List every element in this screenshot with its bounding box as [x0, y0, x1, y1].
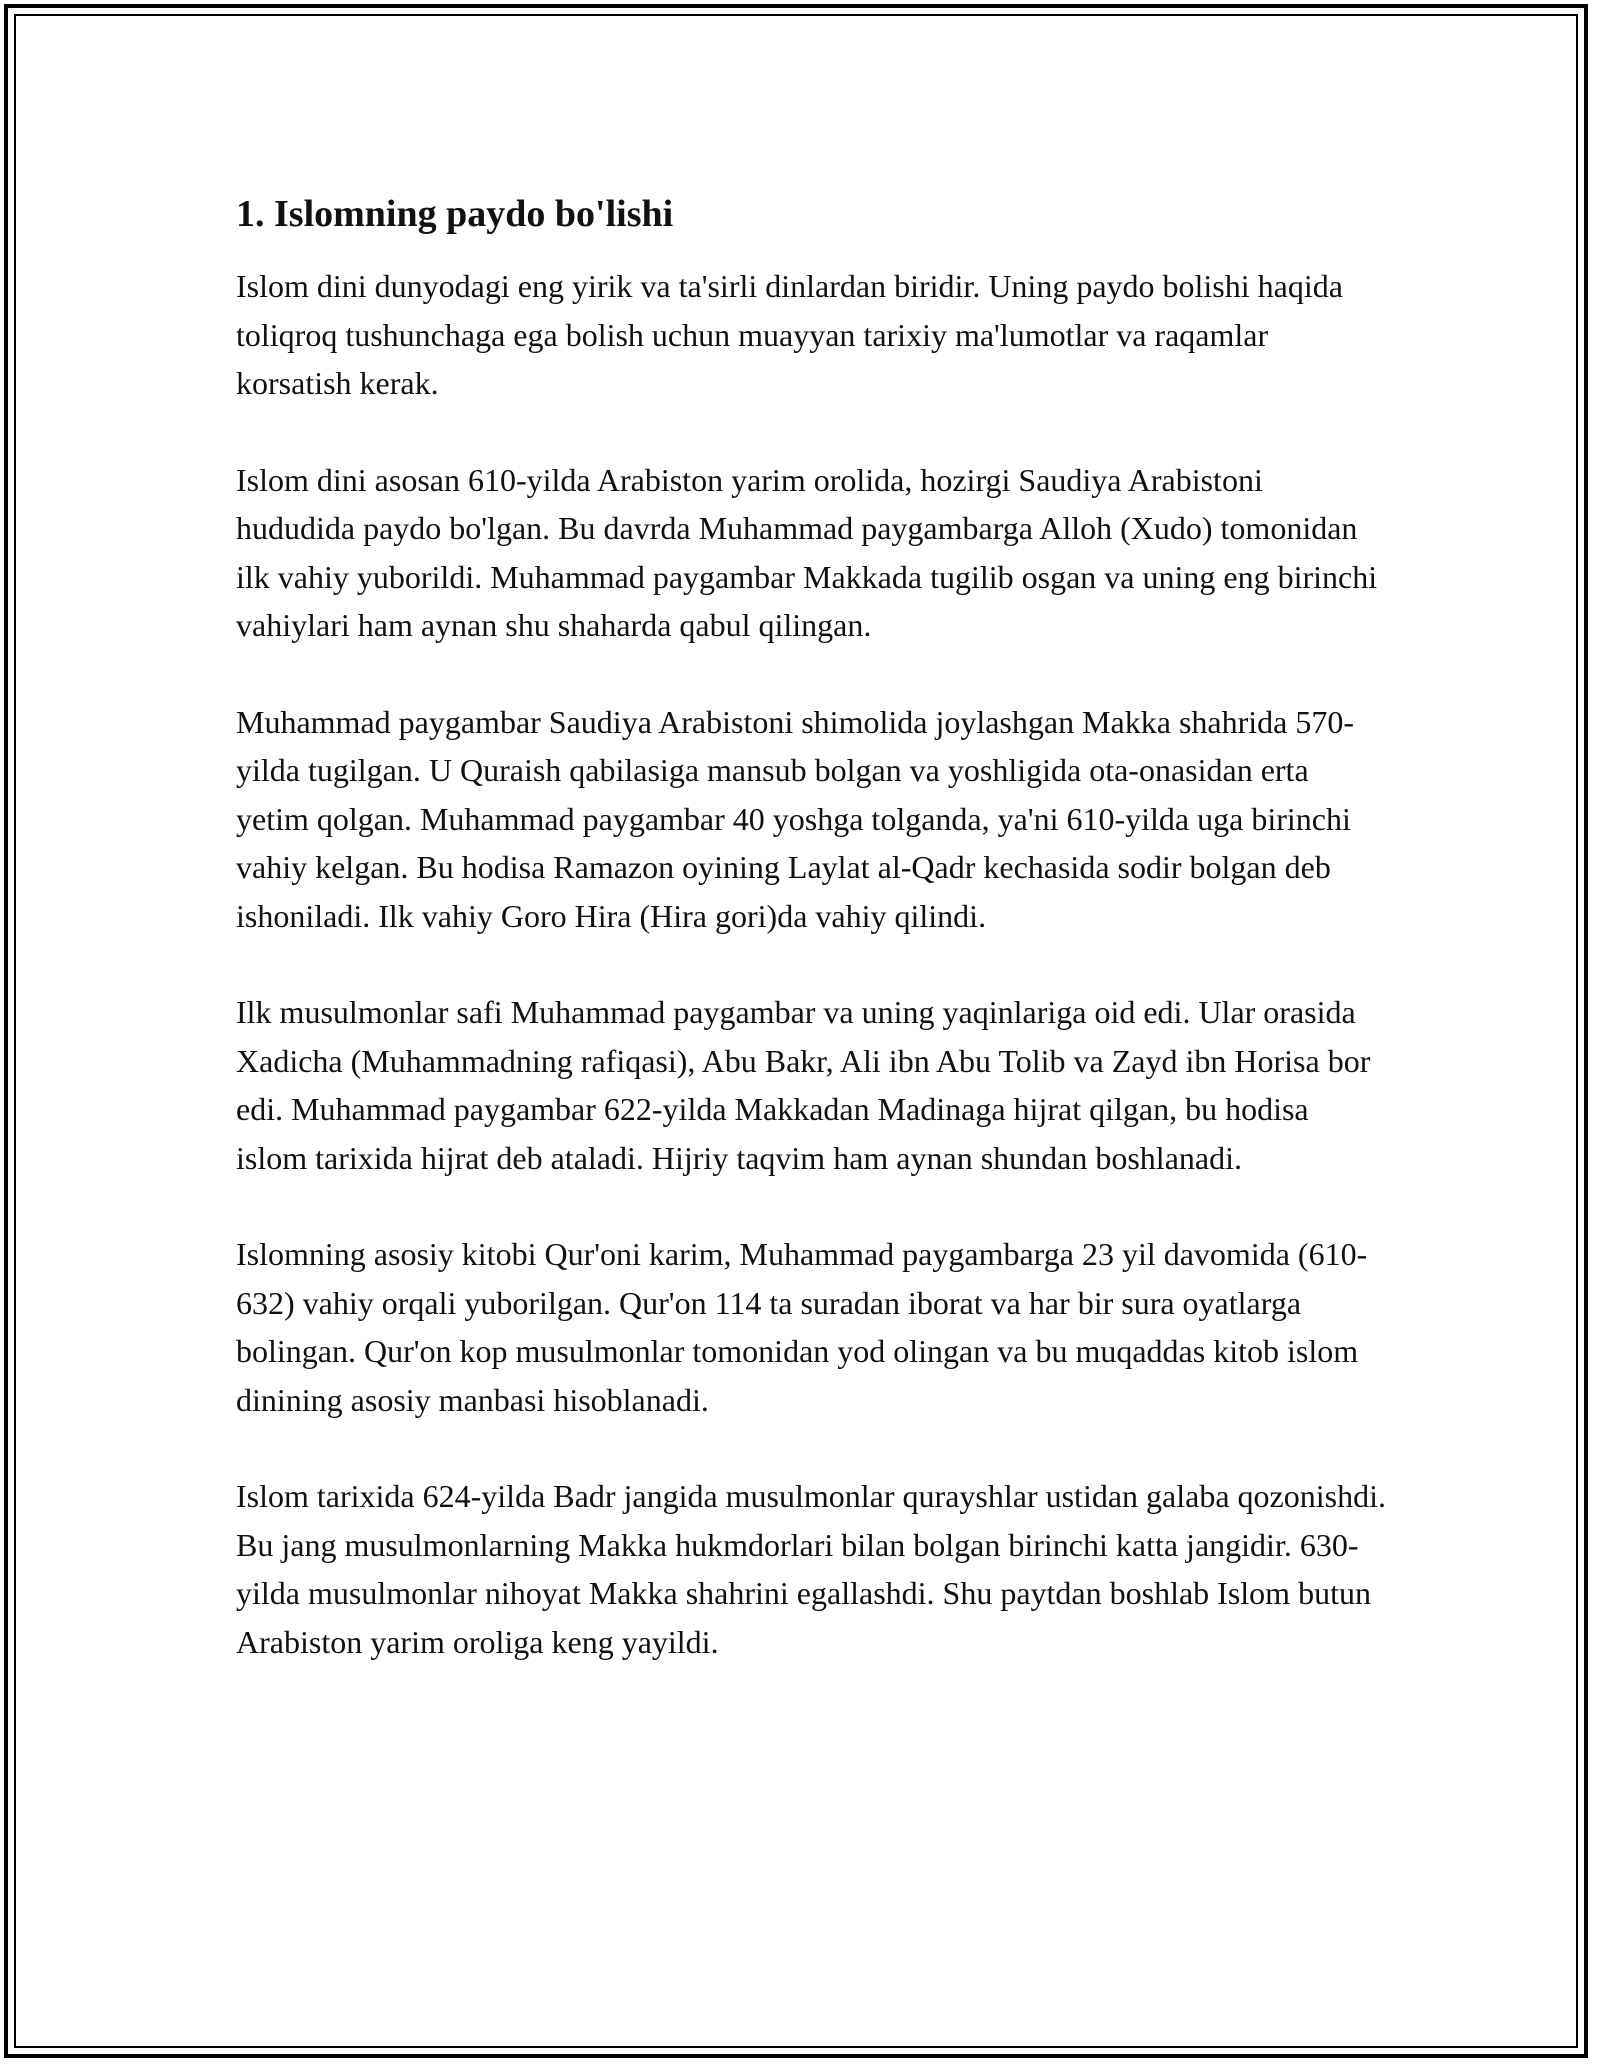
paragraph: Islomning asosiy kitobi Qur'oni karim, Muhammad paygambarga 23 yil davomida (610-632) vahiy orqali yuborilgan. Qur'on 114 ta suradan iborat va har bir sura oyatlarga bolingan. Qur'on kop musulmonlar tomonidan yod olingan va bu muqaddas kitob islom dinining asosiy manbasi hisoblanadi. — [236, 1236, 1368, 1418]
paragraph: Islom dini dunyodagi eng yirik va ta'sirli dinlardan biridir. Uning paydo bolishi haqida toliqroq tushunchaga ega bolish uchun muayyan tarixiy ma'lumotlar va raqamlar korsatish kerak. — [236, 268, 1343, 401]
paragraph: Islom tarixida 624-yilda Badr jangida musulmonlar qurayshlar ustidan galaba qozonishdi. Bu jang musulmonlarning Makka hukmdorlari bilan bolgan birinchi katta jangidir. 630-yilda musulmonlar nihoyat Makka shahrini egallashdi. Shu paytdan boshlab Islom butun Arabiston yarim oroliga keng yayildi. — [236, 1478, 1386, 1660]
paragraph: Muhammad paygambar Saudiya Arabistoni shimolida joylashgan Makka shahrida 570-yilda tugilgan. U Quraish qabilasiga mansub bolgan va yoshligida ota-onasidan erta yetim qolgan. Muhammad paygambar 40 yoshga tolganda, ya'ni 610-yilda uga birinchi vahiy kelgan. Bu hodisa Ramazon oyining Laylat al-Qadr kechasida sodir bolgan deb ishoniladi. Ilk vahiy Goro Hira (Hira gori)da vahiy qilindi. — [236, 703, 1354, 934]
paragraph: Islom dini asosan 610-yilda Arabiston yarim orolida, hozirgi Saudiya Arabistoni hududida paydo bo'lgan. Bu davrda Muhammad paygambarga Alloh (Xudo) tomonidan ilk vahiy yuborildi. Muhammad paygambar Makkada tugilib osgan va uning eng birinchi vahiylari ham aynan shu shaharda qabul qilingan. — [236, 461, 1378, 643]
section-heading: 1. Islomning paydo bo'lishi — [236, 193, 674, 235]
document-body — [236, 186, 1386, 1714]
paragraph: Ilk musulmonlar safi Muhammad paygambar va uning yaqinlariga oid edi. Ular orasida Xadicha (Muhammadning rafiqasi), Abu Bakr, Ali ibn Abu Tolib va Zayd ibn Horisa bor edi. Muhammad paygambar 622-yilda Makkadan Madinaga hijrat qilgan, bu hodisa islom tarixida hijrat deb ataladi. Hijriy taqvim ham aynan shundan boshlanadi. — [236, 994, 1371, 1176]
